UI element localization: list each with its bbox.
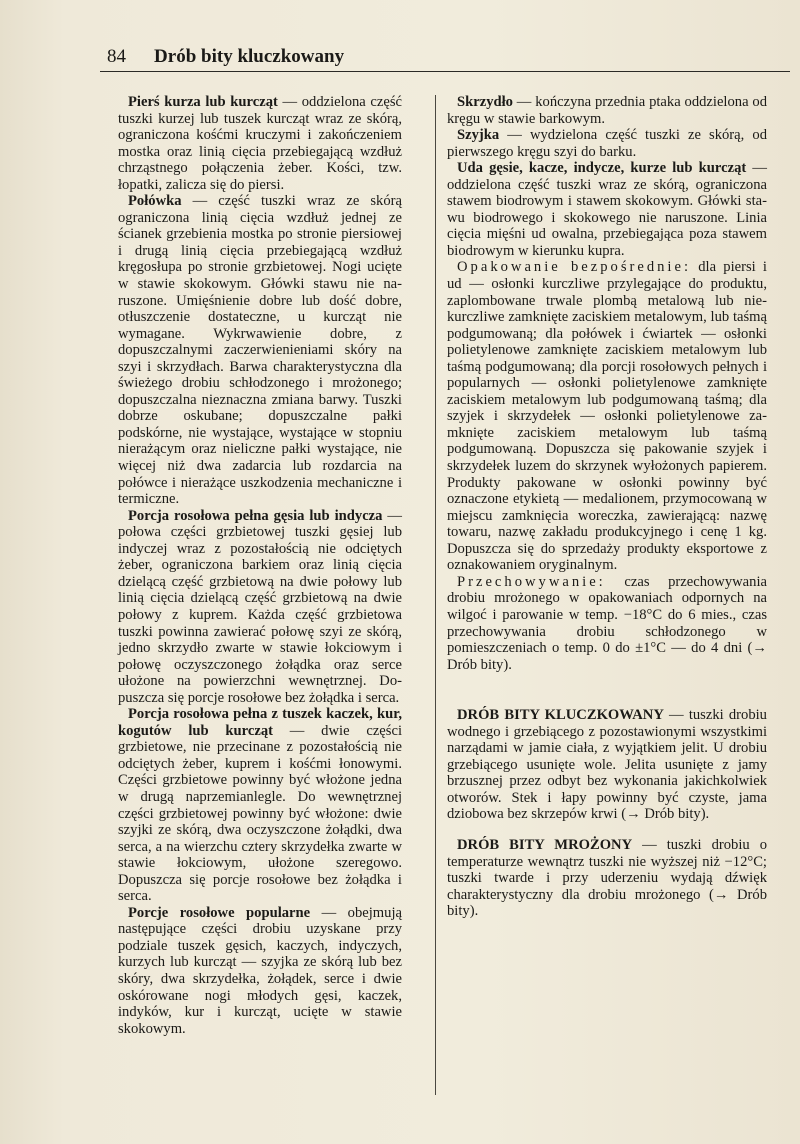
entry (118, 193, 402, 507)
entry (447, 127, 767, 160)
entry-text: czas przechowywania drobiu mrożonego w opakowaniach odpornych na wilgoć i parowanie w temp. −18°C do 6 mies., czas przechowywania drobiu schłodzonego w pomieszczeniach o temp. 0 do ±1°C — do 4 dni (→ Drób bity). (447, 573, 767, 673)
entry-text: dla piersi i ud — osłonki kurczliwe przylegające do produktu, zaplombowane trwale plombą metalową lub niekurczliwe zamknięte zaciskiem metalowym, lub taśmą podgumowaną; dla połówek i ćwiartek — osłonki polietylenowe zamknięte zaciskiem metalowym lub taśmą podgumowaną; dla porcji rosołowych pełnych i popularnych — osłonki polietylenowe zamknięte zaciskiem metalowym lub podgumowaną taśmą; dla szyjek i skrzydełek — osłonki polietylenowe zamknięte zaciskiem metalowym lub taśmą podgumowaną. Dopuszcza się pakowanie szyjek i skrzydełek luzem do skrzynek wyłożonych papierem. Produkty pakowane w osłonki powinny być oznaczone etykietą — medalionem, przymocowaną w miejscu zamknięcia woreczka, zawierającą: nazwę towaru, nazwę zakładu produkcyjnego i cenę 1 kg. Dopuszcza się do sprzedaży produkty eksportowe z oznakowaniem oryginalnym. (447, 259, 767, 574)
entry-term: Porcja rosołowa pełna gęsia lub indycza (128, 507, 383, 524)
left-column (118, 94, 402, 1037)
entry-text: — tuszki drobiu o temperaturze wewnątrz tuszki nie wyższej niż −12°C; tuszki twarde i przy uderzeniu wydają dźwięk charakterystyczny dla drobiu mrożonego (→ Drób bity). (447, 836, 767, 920)
subsection (447, 259, 767, 573)
entry-term: DRÓB BITY KLUCZKOWANY (457, 707, 664, 724)
subsection (447, 574, 767, 673)
entry-term: Porcja rosołowa pełna z tuszek kaczek, kur, kogutów lub kurcząt (118, 706, 402, 739)
entry (118, 94, 402, 193)
entry-term: Połówka (128, 193, 182, 210)
page-header (107, 44, 727, 69)
entry-text: — kończyna przednia ptaka oddzielona od kręgu w stawie barkowym. (447, 94, 767, 127)
entry-term: Szyjka (457, 127, 500, 144)
entry-term: DRÓB BITY MROŻONY (457, 836, 633, 853)
entry (447, 94, 767, 127)
entry (118, 706, 402, 905)
entry-text: — połowa części grzbietowej tuszki gęsiej lub indyczej wraz z pozostałością nie odciętych żeber, ograniczona barkiem oraz linią cięcia dzielącą część grzbietową na dwie połowy lub linią cięcia dzielącą część grzbietową na dwie połowy z kuprem. Każda część grzbietowa tuszki powinna zawierać połowę szyi ze skórą, jedno skrzydło zwarte w stawie łokciowym i połowę oczyszczonego żołądka oraz serce ułożone na powierzchni wewnętrznej. Dopuszcza się porcje rosołowe bez żołądka i serca. (118, 507, 402, 706)
entry (118, 905, 402, 1037)
entry-term: Uda gęsie, kacze, indycze, kurze lub kurcząt (457, 160, 747, 177)
entry-text: — część tuszki wraz ze skórą ograniczona linią cięcia wzdłuż jednej ze ścianek grzebienia mostka po stronie piersiowej i drugą linią cięcia przebiegającą wzdłuż kręgosłupa po stronie grzbietowej. Nogi ucięte w stawie skokowym. Główki stawu nie naruszone. Umięśnienie dobre lub dość dobre, otłuszczenie dostateczne, u kurcząt nie wymagane. Wykrwawienie dobre, z dopuszczalnymi zaczerwienieniami skóry na szyi i skrzydłach. Barwa charakterystyczna dla świeżego drobiu schłodzonego i mrożonego; dopuszczalna nieznaczna zmiana barwy. Tuszki dobrze oskubane; dopuszczalne pałki podskórne, nie wystające, wystające w stopniu nierażącym oraz nieliczne pałki wystające, nie więcej niż dwa zadarcia lub rozdarcia na połówce i nierażące uszkodzenia mechaniczne i termiczne. (118, 193, 402, 508)
entry-term: Porcje rosołowe popularne (128, 904, 311, 921)
spaced-heading: Opakowanie bezpośrednie: (457, 259, 692, 276)
spaced-heading: Przechowywanie: (457, 573, 606, 590)
right-column (447, 94, 767, 920)
entry-term: Pierś kurza lub kurcząt (128, 94, 278, 110)
entry-text: — obejmują następujące części drobiu uzyskane przy podziale tuszek gęsich, kaczych, indyczych, kurzych lub kurcząt — szyjka ze skórą lub bez skóry, dwa skrzydełka, żołądek, serce i dwie oskórowane nogi młodych gęsi, kaczek, indyków, kur i kurcząt, ucięte w stawie skokowym. (118, 904, 402, 1037)
entry-text: — tuszki drobiu wodnego i grzebiącego z pozostawionymi wszystkimi narządami w jamie ciała, z wyjątkiem jelit. U drobiu grzebiącego usunięte wole. Jelita usunięte z jamy brzusznej przez odbyt bez wykonania jakichkolwiek otworów. Stek i łapy powinny być czyste, jama dziobowa bez skrzepów krwi (→ Drób bity). (447, 707, 767, 823)
entry-text: — wydzielona część tuszki ze skórą, od pierwszego kręgu szyi do barku. (447, 127, 767, 160)
entry-text: — oddzielona część tuszki kurzej lub tuszek kurcząt wraz ze skórą, ograniczona kośćmi kruczymi i zakończeniem mostka oraz linią cięcia przebiegającą wzdłuż chrząstnego połączenia żeber. Kości, tzw. łopatki, zalicza się do piersi. (118, 94, 402, 193)
page-number: 84 (107, 46, 126, 67)
entry-term: Skrzydło (457, 94, 513, 110)
entry-text: — oddzielona część tuszki wraz ze skórą, ograniczona stawem biodrowym i stawem skokowym. Główki stawu biodrowego i skokowego nie naruszone. Linia cięcia mięśni ud owalna, przebiegająca poza stawem biodrowym w kierunku kupra. (447, 160, 767, 259)
entry (447, 707, 767, 823)
entry (447, 160, 767, 259)
column-divider (435, 95, 436, 1095)
entry (447, 837, 767, 920)
running-title: Drób bity kluczkowany (154, 46, 345, 67)
header-rule (100, 71, 790, 72)
entry-text: — dwie części grzbietowe, nie przecinane z pozostałością nie odciętych żeber, kuprem i kośćmi łonowymi. Części grzbietowe powinny być włożone jedna w drugą naprzemianlegle. Do wewnętrznej części grzbietowej powinny być włożone: dwie szyjki ze skórą, dwa oczyszczone żołądki, dwa serca, a na wierzchu cztery skrzydełka zwarte w stawie łokciowym, ułożone szeregowo. Dopuszcza się porcje rosołowe bez żołądka i serca. (118, 722, 402, 905)
entry (118, 508, 402, 707)
